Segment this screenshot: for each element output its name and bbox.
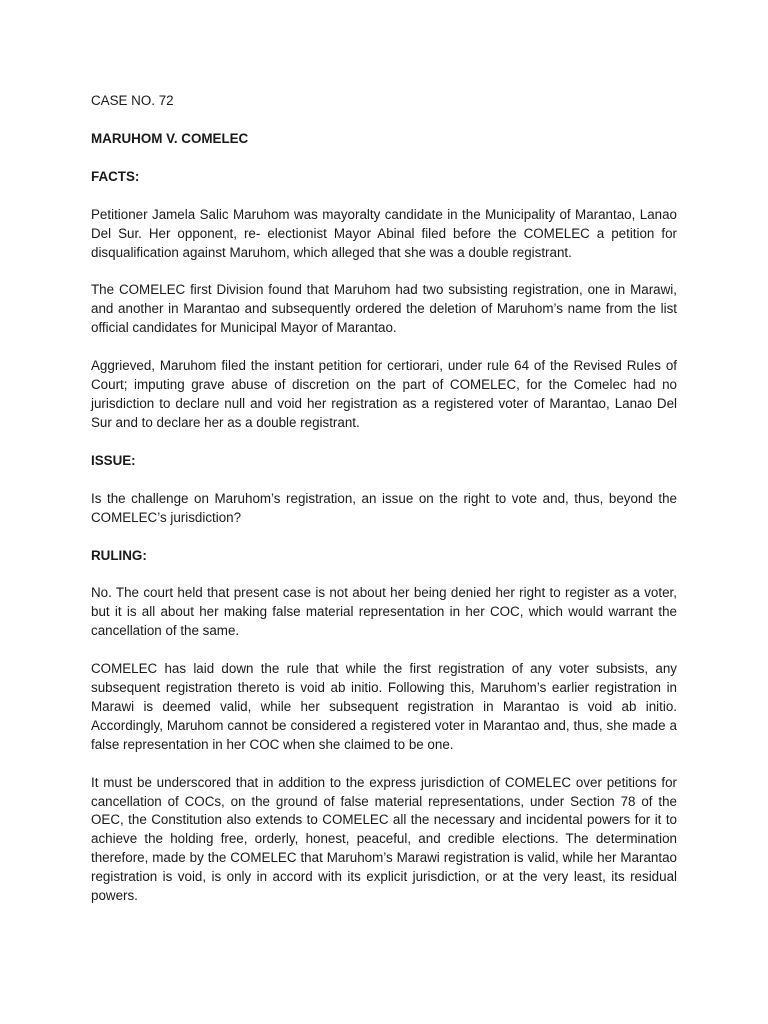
issue-heading: ISSUE: [91, 452, 136, 468]
facts-paragraph-3: Aggrieved, Maruhom filed the instant petition for certiorari, under rule 64 of the Revised Rules of Court; imputing grave abuse of discretion on the part of COMELEC, for the Comelec had no jurisdiction to declare null and void her registration as a registered voter of Marantao, Lanao Del Sur and to declare her as a double registrant. [91, 358, 677, 430]
facts-paragraph-1: Petitioner Jamela Salic Maruhom was mayoralty candidate in the Municipality of Marantao, Lanao Del Sur. Her opponent, re- electionist Mayor Abinal filed before the COMELEC a petition for disqualification against Maruhom, which alleged that she was a double registrant. [91, 206, 677, 260]
ruling-paragraph-1: No. The court held that present case is not about her being denied her right to register as a voter, but it is all about her making false material representation in her COC, which would warrant the cancellation of the same. [91, 585, 677, 639]
issue-paragraph-1: Is the challenge on Maruhom’s registration, an issue on the right to vote and, thus, beyond the COMELEC’s jurisdiction? [91, 490, 677, 525]
ruling-paragraph-2: COMELEC has laid down the rule that while the first registration of any voter subsists, any subsequent registration thereto is void ab initio. Following this, Maruhom’s earlier registration in Marawi is deemed valid, while her subsequent registration in Marantao is void ab initio. Accordingly, Maruhom cannot be considered a registered voter in Marantao and, thus, she made a false representation in her COC when she claimed to be one. [91, 661, 677, 752]
case-digest-page [91, 92, 677, 906]
facts-heading: FACTS: [91, 168, 140, 184]
ruling-paragraph-3: It must be underscored that in addition to the express jurisdiction of COMELEC over petitions for cancellation of COCs, on the ground of false material representations, under Section 78 of the OEC, the Constitution also extends to COMELEC all the necessary and incidental powers for it to achieve the holding free, orderly, honest, peaceful, and credible elections. The determination therefore, made by the COMELEC that Maruhom’s Marawi registration is valid, while her Marantao registration is void, is only in accord with its explicit jurisdiction, or at the very least, its residual powers. [91, 774, 677, 904]
ruling-heading: RULING: [91, 547, 147, 563]
case-title: MARUHOM V. COMELEC [91, 130, 249, 146]
case-number: CASE NO. 72 [91, 93, 174, 108]
facts-paragraph-2: The COMELEC first Division found that Maruhom had two subsisting registration, one in Marawi, and another in Marantao and subsequently ordered the deletion of Maruhom’s name from the list official candidates for Municipal Mayor of Marantao. [91, 282, 677, 336]
